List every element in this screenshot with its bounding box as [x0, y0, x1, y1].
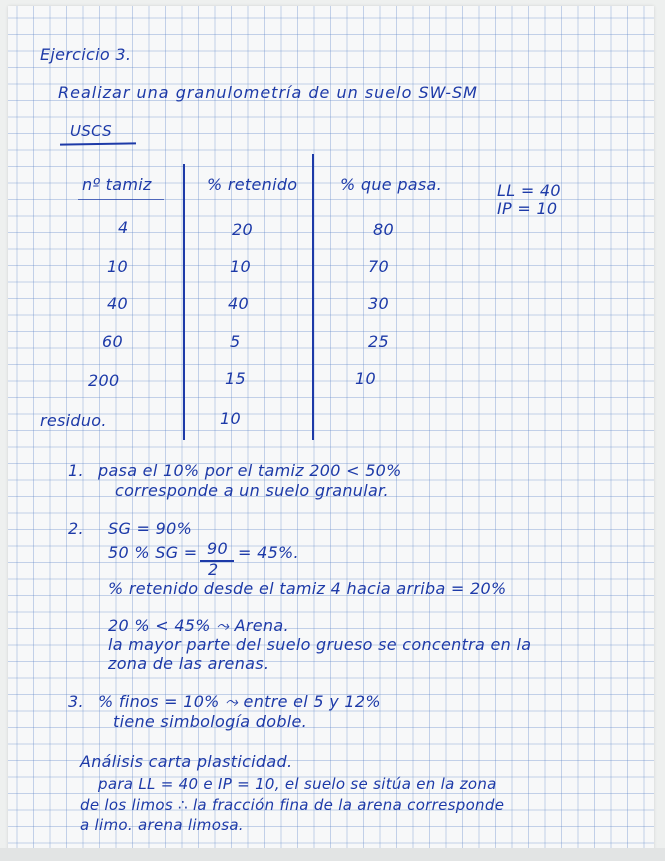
step-1-line-2: corresponde a un suelo granular.	[115, 481, 389, 500]
table-row-6-tamiz: residuo.	[40, 411, 107, 430]
analysis-line-3: a limo. arena limosa.	[80, 816, 244, 834]
table-row-4-retenido: 5	[230, 332, 241, 351]
step-1-number: 1.	[68, 461, 84, 480]
table-row-2-pasa: 70	[368, 257, 389, 276]
table-row-4-pasa: 25	[368, 332, 389, 351]
header-retenido: % retenido	[207, 175, 298, 194]
table-divider-2	[312, 154, 314, 440]
step-3-line-1: % finos = 10% ⤳ entre el 5 y 12%	[98, 692, 381, 711]
step-3-number: 3.	[68, 692, 84, 711]
table-row-5-tamiz: 200	[88, 371, 120, 390]
table-row-2-retenido: 10	[230, 257, 251, 276]
header-underline	[78, 199, 164, 200]
scan-margin	[0, 848, 665, 861]
table-row-3-tamiz: 40	[107, 294, 128, 313]
table-row-1-retenido: 20	[232, 220, 253, 239]
table-row-1-pasa: 80	[373, 220, 394, 239]
table-row-1-tamiz: 4	[118, 218, 129, 237]
step-2-number: 2.	[68, 519, 84, 538]
table-divider-1	[183, 164, 185, 440]
classification-system: USCS	[70, 122, 112, 140]
table-row-3-pasa: 30	[368, 294, 389, 313]
step-1-line-1: pasa el 10% por el tamiz 200 < 50%	[98, 461, 402, 480]
step-2-line-3: = 45%.	[238, 543, 299, 562]
task-statement: Realizar una granulometría de un suelo SW-SM	[58, 83, 478, 102]
step-2-line-2: 50 % SG =	[108, 543, 198, 562]
analysis-heading: Análisis carta plasticidad.	[80, 752, 293, 771]
header-pasa: % que pasa.	[340, 175, 443, 194]
step-2-line-1: SG = 90%	[108, 519, 193, 538]
table-row-2-tamiz: 10	[107, 257, 128, 276]
analysis-line-1: para LL = 40 e IP = 10, el suelo se sitúa en la zona	[98, 775, 497, 793]
step-2-line-6: la mayor parte del suelo grueso se concentra en la	[108, 635, 532, 654]
table-row-5-pasa: 10	[355, 369, 376, 388]
table-row-5-retenido: 15	[225, 369, 246, 388]
fraction-denominator: 2	[208, 560, 219, 579]
exercise-title: Ejercicio 3.	[40, 45, 132, 64]
fraction-numerator: 90	[207, 539, 228, 558]
liquid-limit: LL = 40	[497, 181, 561, 200]
table-row-3-retenido: 40	[228, 294, 249, 313]
table-row-4-tamiz: 60	[102, 332, 123, 351]
step-2-line-7: zona de las arenas.	[108, 654, 270, 673]
table-row-6-retenido: 10	[220, 409, 241, 428]
step-2-line-4: % retenido desde el tamiz 4 hacia arriba = 20%	[108, 579, 507, 598]
header-tamiz: nº tamiz	[82, 175, 152, 194]
step-3-line-2: tiene simbología doble.	[113, 712, 308, 731]
step-2-line-5: 20 % < 45% ⤳ Arena.	[108, 616, 289, 635]
plasticity-index: IP = 10	[497, 199, 558, 218]
analysis-line-2: de los limos ∴ la fracción fina de la arena corresponde	[80, 796, 505, 814]
